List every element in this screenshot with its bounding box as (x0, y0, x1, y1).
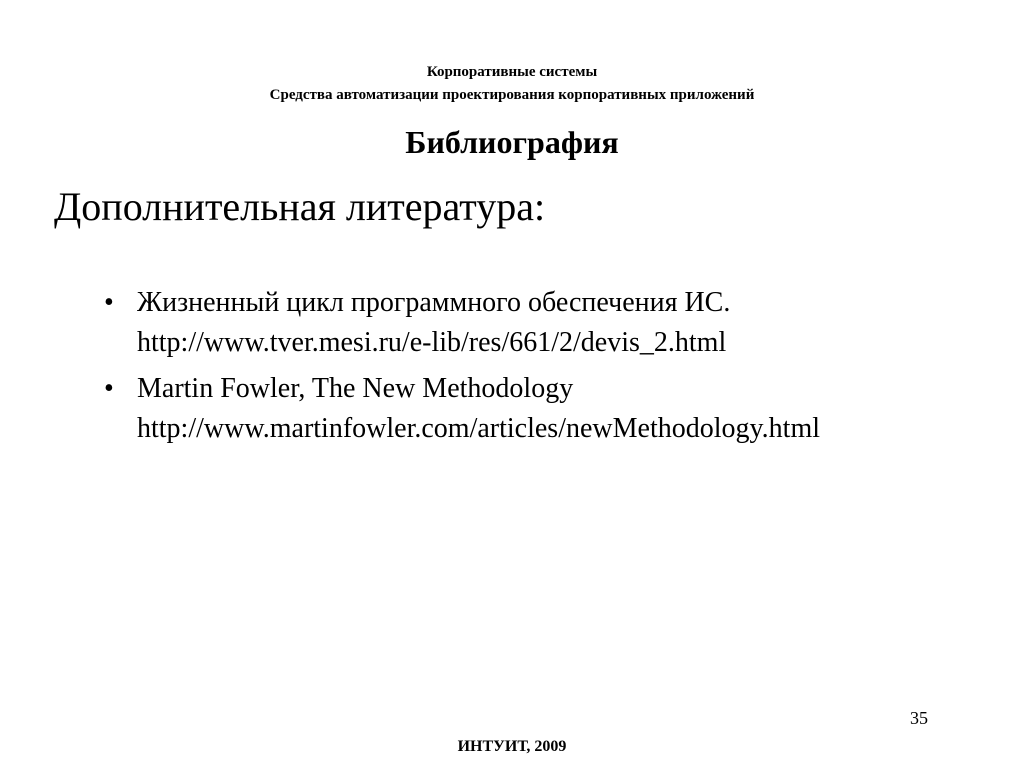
footer-publisher: ИНТУИТ, 2009 (457, 738, 567, 755)
slide-title: Библиография (405, 124, 619, 160)
header-course-title: Корпоративные системы (426, 64, 598, 80)
header-course-subtitle: Средства автоматизации проектирования корпоративных приложений (269, 87, 755, 103)
page-number: 35 (910, 708, 928, 728)
bullet-icon: • (104, 287, 114, 318)
bullet-icon: • (104, 373, 114, 404)
reference-link[interactable]: http://www.martinfowler.com/articles/newMethodology.html (137, 413, 821, 444)
reference-text: Martin Fowler, The New Methodology (137, 373, 574, 404)
list-item (104, 283, 820, 363)
section-heading: Дополнительная литература: (54, 184, 546, 229)
reference-link[interactable]: http://www.tver.mesi.ru/e-lib/res/661/2/devis_2.html (137, 327, 727, 358)
reference-text: Жизненный цикл программного обеспечения ИС. (137, 287, 731, 318)
bibliography-list (104, 283, 820, 455)
list-item (104, 369, 820, 449)
